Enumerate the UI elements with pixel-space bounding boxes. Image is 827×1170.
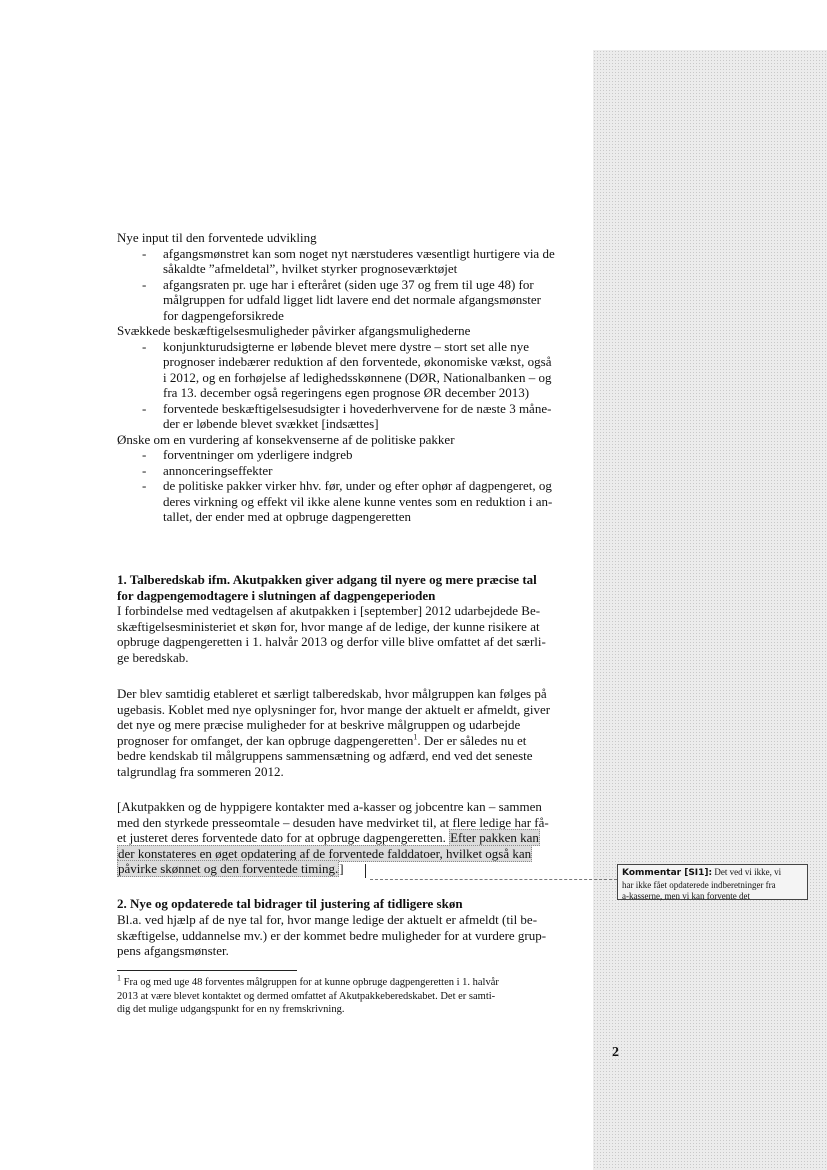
list-item: - de politiske pakker virker hhv. før, under og efter ophør af dagpengeret, og deres virkning og effekt vil ikke alene kunne ventes som en reduktion i an- tallet, der ender med at opbruge dagpengeretten xyxy=(142,478,553,524)
section-1-title: 1. Talberedskab ifm. Akutpakken giver adgang til nyere og mere præcise tal for dagpengemodtagere i slutningen af dagpengeperioden xyxy=(117,572,537,603)
commented-text[interactable]: der konstateres en øget opdatering af de forventede falddatoer, hvilket også kan xyxy=(118,845,532,861)
page-number: 2 xyxy=(612,1045,619,1060)
commented-text[interactable]: Efter pakken kan xyxy=(450,830,539,845)
section-1-paragraph-3: [Akutpakken og de hyppigere kontakter med a-kasser og jobcentre kan – sammen med den styrkede presseomtale – desuden have medvirket til, at flere ledige har få- et justeret deres forventede dato for at opbruge dagpengeretten. Efter pakken kan der konstateres en øget opdatering af de forventede falddatoer, hvilket også kan påvirke skønnet og den forventede timing.] xyxy=(117,799,549,876)
comment-margin-pane xyxy=(593,50,827,1170)
list-item: - annonceringseffekter xyxy=(142,462,273,478)
list-item: - afgangsmønstret kan som noget nyt nærstuderes væsentligt hurtigere via de såkaldte ”afmeldetal”, hvilket styrker prognoseværktøjet xyxy=(142,245,555,276)
section-1-paragraph-1: I forbindelse med vedtagelsen af akutpakken i [september] 2012 udarbejdede Be- skæftigelsesministeriet et skøn for, hvor mange af de ledige, der kunne risikere at opbruge dagpengeretten i 1. halvår 2013 og derfor ville blive omfattet af det særli- ge beredskab. xyxy=(117,603,546,665)
footnote: $^1$ Fra og med uge 48 forventes målgruppen for at kunne opbruge dagpengeretten i 1. halvår 2013 at være blevet kontaktet og dermed omfattet af Akutpakkeberedskabet. Det er samti- dig det mulige udgangspunkt for en ny fremskrivning. xyxy=(117,973,499,1015)
commented-text[interactable]: påvirke skønnet og den forventede timing. xyxy=(118,861,339,876)
comment-label: Kommentar [SI1]: xyxy=(622,868,713,878)
text-cursor xyxy=(365,864,366,878)
intro-section xyxy=(117,230,582,525)
footnote-mark: 1 xyxy=(117,973,121,983)
list-item: - afgangsraten pr. uge har i efteråret (siden uge 37 og frem til uge 48) for målgruppen for udfald ligget lidt lavere end det normale afgangsmønster for dagpengeforsikrede xyxy=(142,276,541,323)
intro-heading-1: Nye input til den forventede udvikling xyxy=(117,230,317,245)
list-item: - konjunkturudsigterne er løbende blevet mere dystre – stort set alle nye prognoser indebærer reduktion af den forventede, økonomiske vækst, også i 2012, og en forhøjelse af ledighedsskønnene (DØR, Nationalbanken – og fra 13. december også regeringens egen prognose ØR december 2013) xyxy=(142,338,552,400)
list-item: - forventninger om yderligere indgreb xyxy=(142,447,353,462)
intro-heading-2: Svækkede beskæftigelsesmuligheder påvirker afgangsmulighederne xyxy=(117,323,471,338)
list-item: - forventede beskæftigelsesudsigter i hovederhvervene for de næste 3 måne- der er løbende blevet svækket [indsættes] xyxy=(142,400,552,431)
section-2-paragraph: Bl.a. ved hjælp af de nye tal for, hvor mange ledige der aktuelt er afmeldt (til be- skæftigelse, uddannelse mv.) er der kommet bedre muligheder for at vurdere grup- pens afgangsmønster. xyxy=(117,912,547,958)
footnote-reference[interactable]: 1 xyxy=(413,732,418,742)
section-1-paragraph-2: Der blev samtidig etableret et særligt talberedskab, hvor målgruppen kan følges på ugebasis. Koblet med nye oplysninger for, hvor mange der aktuelt er afmeldt, giver det nye og mere præcise muligheder for at beskrive målgruppen og udarbejde prognoser for omfanget, der kan opbruge dagpengeretten$^1$. Der er således nu et bedre kendskab til målgruppens sammensætning og adfærd, end ved det seneste talgrundlag fra sommeren 2012. xyxy=(117,686,551,779)
comment-connector-line xyxy=(370,879,617,880)
intro-heading-3: Ønske om en vurdering af konsekvenserne af de politiske pakker xyxy=(117,431,455,447)
comment-balloon[interactable]: Kommentar [SI1]: Det ved vi ikke, vi har ikke fået opdaterede indberetninger fra a-kasserne, men vi kan forvente det xyxy=(617,864,808,900)
footnote-separator xyxy=(117,970,297,971)
section-2-title: 2. Nye og opdaterede tal bidrager til justering af tidligere skøn xyxy=(117,896,463,911)
